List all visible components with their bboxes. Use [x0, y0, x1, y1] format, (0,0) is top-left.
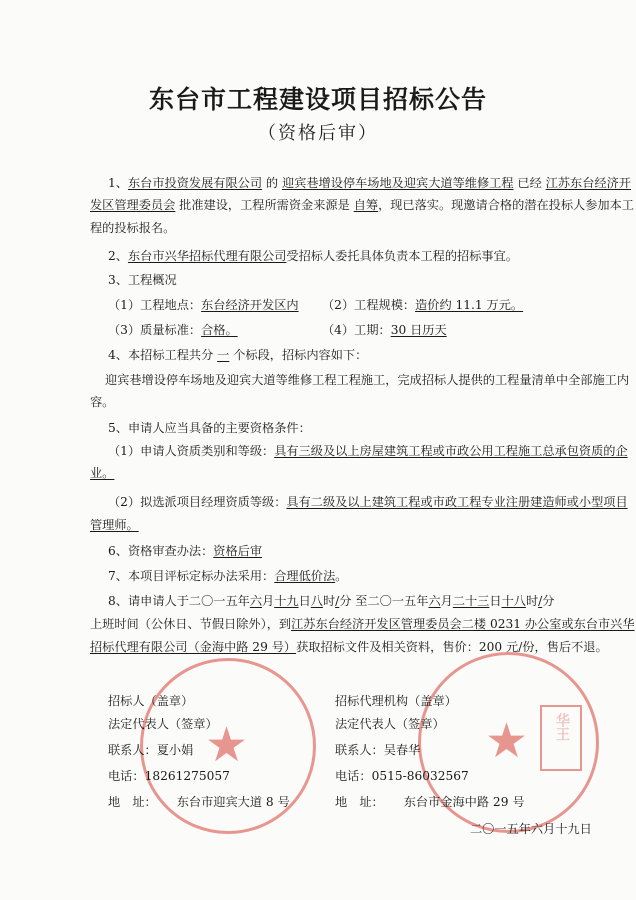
label: （3）质量标准： [108, 323, 202, 337]
agent-rep: 法定代表人（签章） [335, 717, 445, 731]
agent-name: 东台市兴华招标代理有限公司 [127, 249, 287, 263]
value: / [538, 594, 543, 608]
label: （2）工程规模： [322, 298, 416, 312]
value: / [335, 594, 340, 608]
value: 夏小娟 [156, 743, 194, 757]
text: 已经 [513, 176, 546, 190]
text: 分 [542, 594, 555, 608]
para1-num: 1、 [108, 176, 128, 190]
value: 六 [428, 594, 441, 608]
document-subtitle: （资格后审） [258, 123, 378, 144]
quality-standard [108, 322, 301, 338]
tenderer-org: 招标人（盖章） [108, 694, 194, 708]
legal-rep-stamp [540, 705, 582, 771]
agent-contact [335, 741, 420, 758]
value: 合格。 [201, 323, 238, 337]
project-scale [322, 297, 523, 313]
text: 的 [262, 176, 282, 190]
label: 联系人： [335, 743, 384, 757]
text: 批准建设，工程所需资金来源是 [175, 198, 354, 212]
star-icon: ★ [205, 717, 249, 773]
text: 4、本招标工程共分 [108, 348, 218, 362]
value: 东台市金海中路 29 号 [403, 795, 525, 809]
approver-name-cont: 发区管理委员会 [90, 198, 176, 212]
text: 日 [298, 594, 311, 608]
text: 获取招标文件及相关资料，售价：200 元/份，售后不退。 [296, 640, 608, 654]
tenderer-address [108, 793, 290, 810]
approver-name: 江苏东台经济开 [545, 176, 631, 190]
value: 管理师。 [90, 518, 139, 532]
value: 招标代理有限公司（金海中路 29 号） [90, 640, 297, 654]
value: 十九 [274, 594, 299, 608]
value: 18261275057 [144, 769, 230, 783]
para8-line3 [90, 639, 608, 655]
value: 具有三级及以上房屋建筑工程或市政公用工程施工总承包资质的企 [274, 444, 628, 458]
tenderer-contact [108, 741, 193, 758]
construction-period [322, 322, 447, 338]
value: 30 日历天 [390, 323, 447, 337]
project-name: 迎宾巷增设停车场地及迎宾大道等维修工程 [281, 176, 514, 190]
star-icon: ★ [485, 713, 529, 769]
para4-line3: 容。 [90, 395, 115, 409]
label: 地 址： [335, 795, 384, 809]
text: 月 [262, 594, 275, 608]
para6 [108, 543, 262, 559]
text: 分 至二〇一五年 [339, 594, 429, 608]
label: 地 址： [108, 795, 157, 809]
value: 0515-86032567 [371, 769, 469, 783]
value: 东台经济开发区内 [201, 298, 299, 312]
value: 六 [249, 594, 263, 608]
tenderer-name: 东台市投资发展有限公司 [127, 176, 263, 190]
label: 7、本项目评标定标办法采用： [108, 569, 275, 583]
value: 十八 [501, 594, 526, 608]
value: 东台市迎宾大道 8 号 [176, 795, 290, 809]
announcement-date: 二〇一五年六月十九日 [470, 822, 592, 836]
value: 江苏东台经济开发区管理委员会二楼 0231 办公室或东台市兴华 [291, 617, 635, 631]
para3-heading: 3、工程概况 [108, 273, 177, 287]
label: 电话： [335, 769, 372, 783]
value: 吴春华 [383, 743, 421, 757]
qualification-1 [108, 443, 628, 459]
agent-org: 招标代理机构（盖章） [335, 694, 457, 708]
text: 个标段，招标内容如下： [229, 348, 368, 362]
value: 具有二级及以上建筑工程或市政工程专业注册建造师或小型项目 [286, 495, 628, 509]
document-title: 东台市工程建设项目招标公告 [148, 85, 487, 114]
section-count: 一 [217, 348, 230, 362]
qualification-1-cont [90, 465, 114, 481]
label: （4）工期： [322, 323, 391, 337]
qualification-2 [108, 494, 628, 510]
stamp-text: 华王 [554, 713, 570, 741]
value: 八 [310, 594, 323, 608]
qualification-2-cont [90, 517, 139, 533]
agent-address [335, 793, 525, 810]
label: 联系人： [108, 743, 157, 757]
para4-line1 [108, 347, 367, 363]
para2 [108, 248, 518, 264]
value: 二十三 [452, 594, 490, 608]
tenderer-phone [108, 767, 230, 784]
value: 业。 [90, 466, 115, 480]
text: 日 [489, 594, 502, 608]
text: 受招标人委托具体负责本工程的招标事宜。 [286, 249, 518, 263]
project-location [108, 297, 301, 313]
para2-num: 2、 [108, 249, 128, 263]
text: 时 [525, 594, 539, 608]
label: 电话： [108, 769, 145, 783]
text: 时 [322, 594, 336, 608]
agent-phone [335, 767, 469, 784]
value: 合理低价法 [274, 569, 336, 583]
text: 上班时间（公休日、节假日除外），到 [90, 617, 292, 631]
text: 8、请申请人于二〇一五年 [108, 594, 250, 608]
value: 造价约 11.1 万元。 [415, 298, 524, 312]
label: （1）工程地点： [108, 298, 202, 312]
para8-line1 [108, 593, 554, 609]
para7 [108, 568, 347, 584]
para1-line2 [90, 197, 634, 213]
value: 资格后审 [213, 544, 263, 558]
label: （2）拟选派项目经理资质等级： [108, 495, 287, 509]
text: 。 [335, 569, 348, 583]
text: 月 [440, 594, 453, 608]
para4-line2: 迎宾巷增设停车场地及迎宾大道等维修工程工程施工，完成招标人提供的工程量清单中全部施工内 [105, 373, 630, 387]
label: （1）申请人资质类别和等级： [108, 444, 275, 458]
tenderer-rep: 法定代表人（签章） [108, 717, 218, 731]
para1-line1 [108, 175, 631, 191]
label: 6、资格审查办法： [108, 544, 214, 558]
text: ，现已落实。现邀请合格的潜在投标人参加本工 [378, 198, 634, 212]
para5-heading: 5、申请人应当具备的主要资格条件： [108, 421, 311, 435]
para1-line3: 程的投标报名。 [90, 221, 176, 235]
para8-line2 [90, 616, 635, 632]
fund-source: 自筹 [353, 198, 379, 212]
